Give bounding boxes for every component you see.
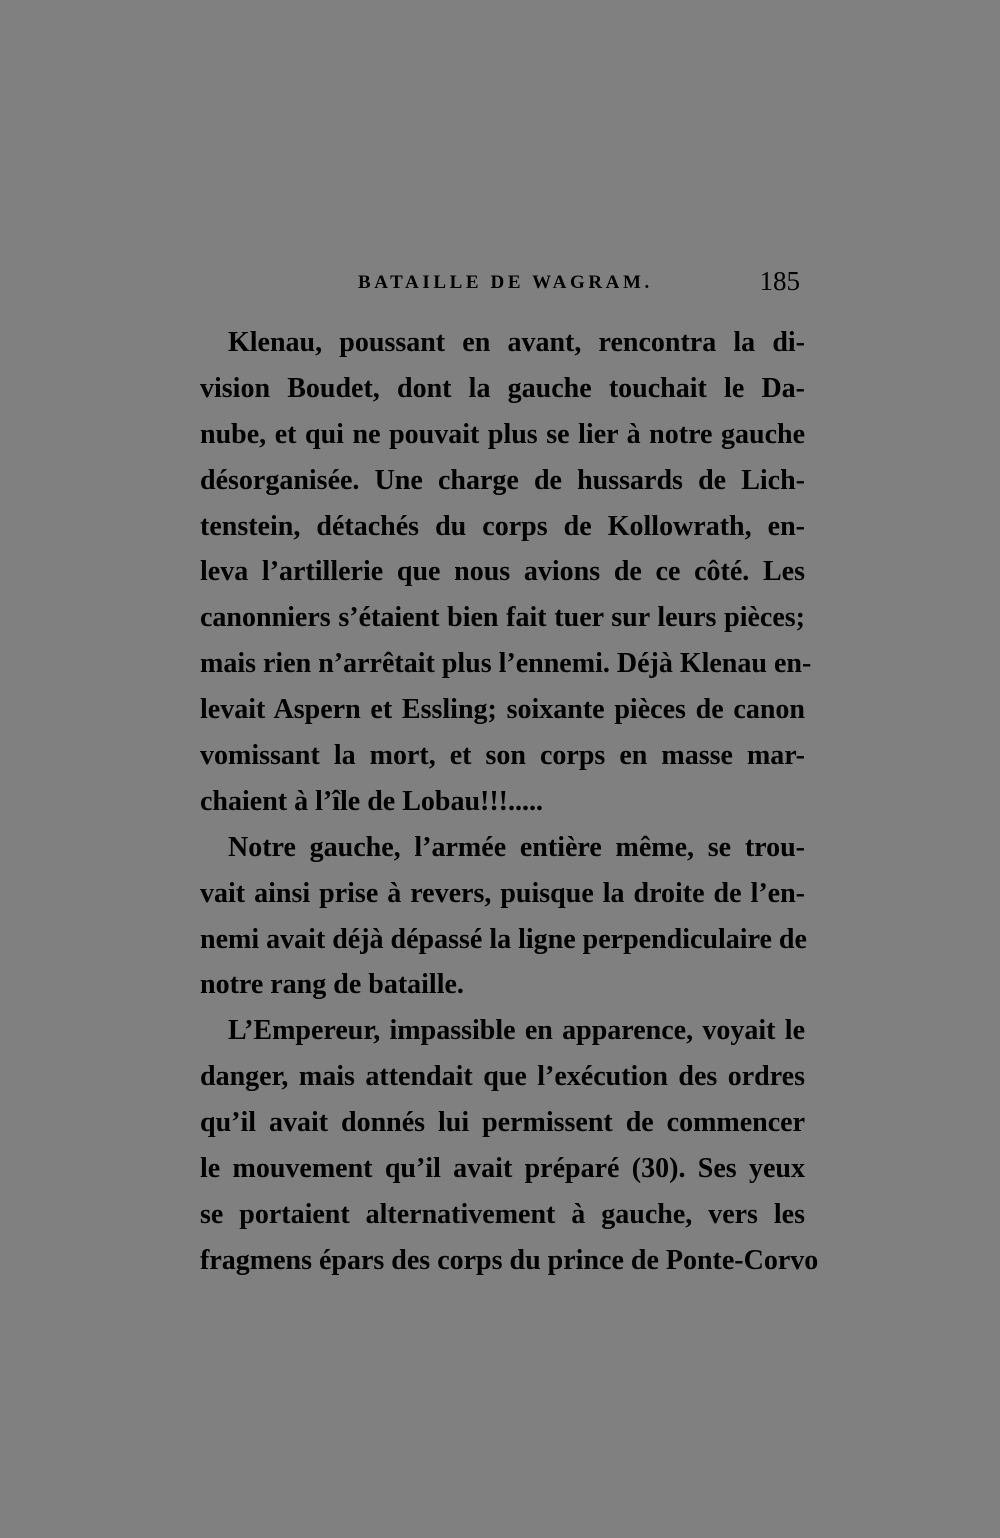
running-head <box>200 266 805 302</box>
text-line: L’Empereur, impassible en apparence, voyait le <box>228 1015 805 1047</box>
page-number: 185 <box>759 266 800 296</box>
text-line: levait Aspern et Essling; soixante pièces de canon <box>200 694 805 726</box>
text-line: le mouvement qu’il avait préparé (30). Ses yeux <box>200 1153 805 1185</box>
text-line: chaient à l’île de Lobau!!!..... <box>200 785 543 817</box>
text-line: Notre gauche, l’armée entière même, se trou- <box>228 831 805 863</box>
body-text <box>200 320 819 1284</box>
text-line: se portaient alternativement à gauche, vers les <box>200 1198 805 1230</box>
text-line: notre rang de bataille. <box>200 969 464 1001</box>
text-line: danger, mais attendait que l’exécution des ordres <box>200 1061 805 1093</box>
paragraph-3 <box>200 1008 819 1283</box>
text-line: canonniers s’étaient bien fait tuer sur leurs pièces; <box>200 602 805 634</box>
paragraph-1 <box>200 320 812 825</box>
text-line: tenstein, détachés du corps de Kollowrath, en- <box>200 510 805 542</box>
text-line: désorganisée. Une charge de hussards de Lich- <box>200 464 805 496</box>
text-line: vait ainsi prise à revers, puisque la droite de l’en- <box>200 877 805 909</box>
text-line: leva l’artillerie que nous avions de ce côté. Les <box>200 556 805 588</box>
paragraph-2 <box>200 825 805 1009</box>
text-line: Klenau, poussant en avant, rencontra la di- <box>228 327 805 358</box>
text-line: nemi avait déjà dépassé la ligne perpendiculaire de <box>200 923 807 955</box>
text-line: mais rien n’arrêtait plus l’ennemi. Déjà Klenau en- <box>200 648 812 680</box>
text-line: fragmens épars des corps du prince de Ponte-Corvo <box>200 1244 819 1276</box>
text-line: vomissant la mort, et son corps en masse mar- <box>200 740 805 772</box>
text-line: vision Boudet, dont la gauche touchait le Da- <box>200 372 805 404</box>
running-title: BATAILLE DE WAGRAM. <box>358 272 653 293</box>
text-line: nube, et qui ne pouvait plus se lier à notre gauche <box>200 418 805 450</box>
text-line: qu’il avait donnés lui permissent de commencer <box>200 1107 805 1139</box>
